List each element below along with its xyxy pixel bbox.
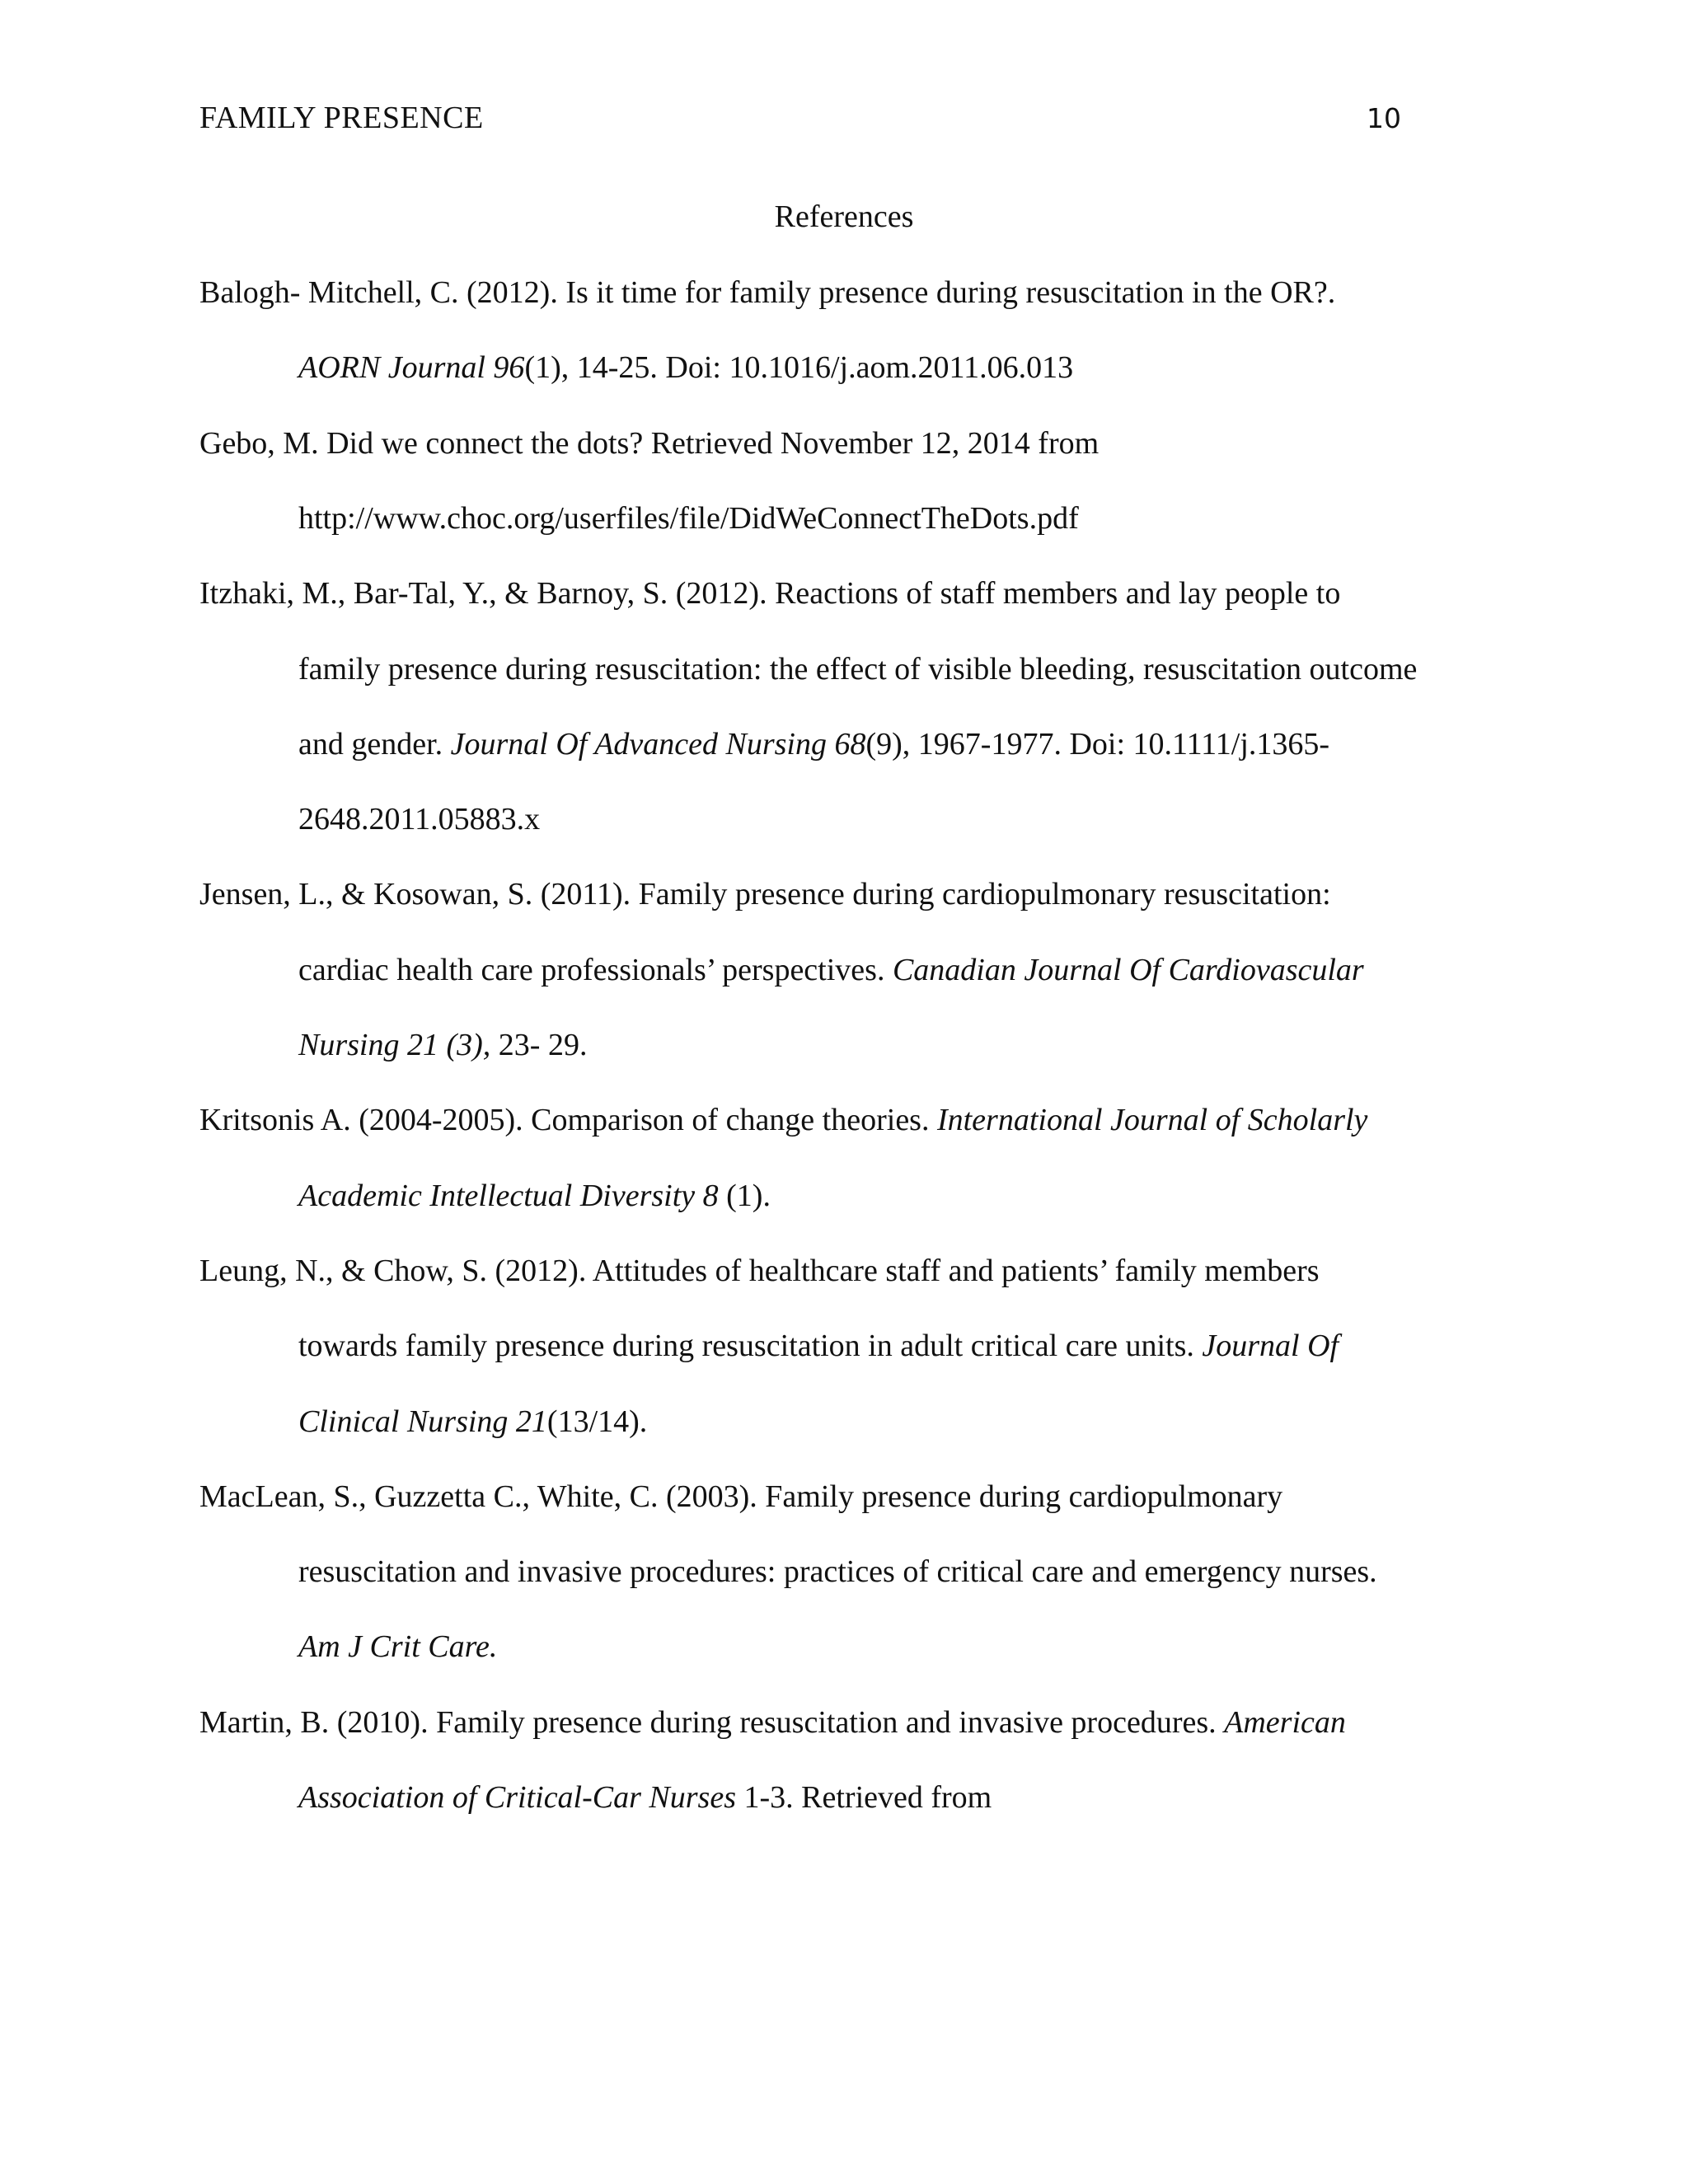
reference-line-first	[199, 423, 1099, 464]
reference-line-first	[199, 1702, 1346, 1743]
reference-text: http://www.choc.org/userfiles/file/DidWeConnectTheDots.pdf	[298, 501, 1079, 536]
references-heading: References	[774, 199, 914, 234]
reference-line-first	[199, 1099, 1367, 1141]
reference-line-first	[199, 1250, 1320, 1291]
reference-line-first	[199, 573, 1340, 614]
reference-italic-text: Clinical Nursing 21	[298, 1404, 547, 1439]
reference-text: Jensen, L., & Kosowan, S. (2011). Family presence during cardiopulmonary resuscitation:	[199, 877, 1331, 912]
reference-text: Leung, N., & Chow, S. (2012). Attitudes of healthcare staff and patients’ family members	[199, 1254, 1320, 1288]
reference-text: (13/14).	[546, 1404, 648, 1439]
reference-italic-text: AORN Journal 96	[298, 350, 525, 385]
reference-line-continuation	[298, 949, 1364, 991]
reference-italic-text: Nursing 21 (3),	[298, 1028, 491, 1062]
reference-text: Balogh- Mitchell, C. (2012). Is it time for family presence during resuscitation in the OR?.	[199, 275, 1336, 310]
reference-text: (1).	[718, 1179, 771, 1213]
reference-line-continuation	[298, 1551, 1377, 1592]
reference-text: Kritsonis A. (2004-2005). Comparison of change theories.	[199, 1103, 937, 1137]
reference-line-continuation	[298, 1401, 647, 1442]
reference-text: towards family presence during resuscitation in adult critical care units.	[298, 1329, 1203, 1363]
reference-line-continuation	[298, 799, 540, 840]
reference-line-first	[199, 272, 1335, 313]
reference-text: Martin, B. (2010). Family presence during resuscitation and invasive procedures.	[199, 1705, 1225, 1740]
page-number: 10	[1367, 102, 1401, 134]
reference-italic-text: Am J Crit Care.	[298, 1629, 498, 1664]
reference-text: Gebo, M. Did we connect the dots? Retrieved November 12, 2014 from	[199, 426, 1100, 461]
reference-text: 23- 29.	[490, 1028, 588, 1062]
reference-text: (9), 1967-1977. Doi: 10.1111/j.1365-	[865, 727, 1330, 762]
reference-italic-text: Academic Intellectual Diversity 8	[298, 1179, 719, 1213]
reference-italic-text: Canadian Journal Of Cardiovascular	[892, 953, 1364, 987]
reference-line-continuation	[298, 1024, 587, 1066]
reference-line-continuation	[298, 1777, 992, 1818]
reference-italic-text: American	[1224, 1705, 1346, 1740]
reference-italic-text: International Journal of Scholarly	[936, 1103, 1368, 1137]
reference-text: Itzhaki, M., Bar-Tal, Y., & Barnoy, S. (2012). Reactions of staff members and lay people to	[199, 576, 1341, 611]
reference-line-continuation	[298, 1626, 497, 1667]
reference-text: resuscitation and invasive procedures: practices of critical care and emergency nurses.	[298, 1554, 1377, 1589]
reference-text: MacLean, S., Guzzetta C., White, C. (2003). Family presence during cardiopulmonary	[199, 1479, 1283, 1514]
reference-italic-text: Journal Of Advanced Nursing 68	[450, 727, 866, 762]
reference-italic-text: Association of Critical-Car Nurses	[298, 1780, 736, 1815]
reference-line-continuation	[298, 1175, 771, 1216]
reference-text: (1), 14-25. Doi: 10.1016/j.aom.2011.06.013	[524, 350, 1074, 385]
reference-line-continuation	[298, 649, 1417, 690]
reference-text: and gender.	[298, 727, 451, 762]
reference-line-continuation	[298, 347, 1073, 388]
reference-line-first	[199, 874, 1331, 915]
reference-text: 2648.2011.05883.x	[298, 802, 541, 837]
running-head: FAMILY PRESENCE	[199, 101, 484, 135]
reference-line-continuation	[298, 1325, 1339, 1366]
reference-text: 1-3. Retrieved from	[735, 1780, 992, 1815]
reference-line-continuation	[298, 724, 1329, 765]
reference-line-continuation	[298, 498, 1079, 539]
reference-italic-text: Journal Of	[1202, 1329, 1339, 1363]
reference-text: cardiac health care professionals’ perspectives.	[298, 953, 893, 987]
reference-line-first	[199, 1476, 1282, 1517]
reference-text: family presence during resuscitation: the effect of visible bleeding, resuscitation outcome	[298, 652, 1418, 687]
